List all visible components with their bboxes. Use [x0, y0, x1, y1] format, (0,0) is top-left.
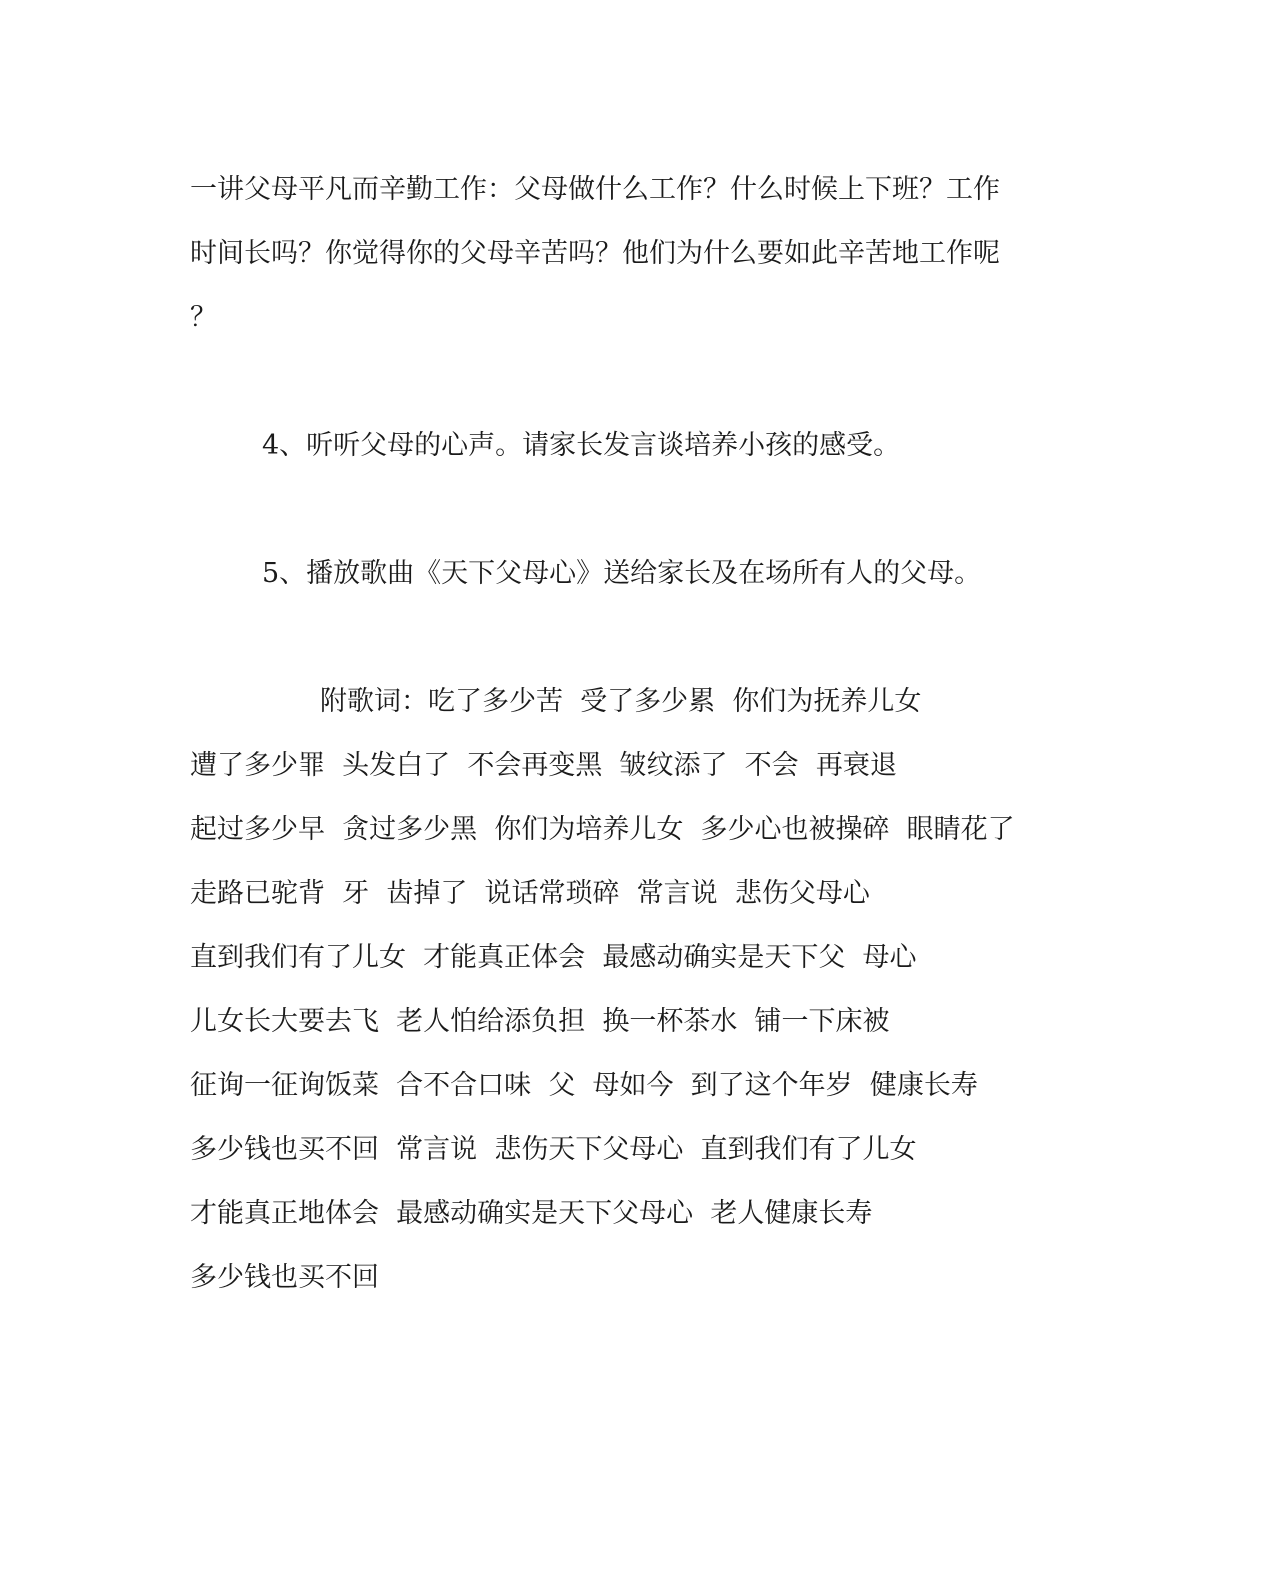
intro-line-2: 时间长吗？你觉得你的父母辛苦吗？他们为什么要如此辛苦地工作呢: [190, 238, 1000, 269]
lyrics-line-7: 多少钱也买不回 常言说 悲伤天下父母心 直到我们有了儿女: [190, 1134, 917, 1165]
lyrics-line-5: 儿女长大要去飞 老人怕给添负担 换一杯茶水 铺一下床被: [190, 1006, 890, 1037]
item-5-text: 5、播放歌曲《天下父母心》送给家长及在场所有人的父母。: [262, 558, 982, 589]
lyrics-line-9: 多少钱也买不回: [190, 1262, 379, 1293]
lyrics-line-2: 起过多少早 贪过多少黑 你们为培养儿女 多少心也被操碎 眼睛花了: [190, 814, 1015, 845]
lyrics-line-6: 征询一征询饭菜 合不合口味 父 母如今 到了这个年岁 健康长寿: [190, 1070, 978, 1101]
lyrics-line-1: 遭了多少罪 头发白了 不会再变黑 皱纹添了 不会 再衰退: [190, 750, 897, 781]
lyrics-line-8: 才能真正地体会 最感动确实是天下父母心 老人健康长寿: [190, 1198, 873, 1229]
item-4-text: 4、听听父母的心声。请家长发言谈培养小孩的感受。: [262, 430, 901, 461]
lyrics-line-3: 走路已驼背 牙 齿掉了 说话常琐碎 常言说 悲伤父母心: [190, 878, 870, 909]
lyrics-lead: 附歌词：吃了多少苦 受了多少累 你们为抚养儿女: [320, 686, 922, 717]
lyrics-line-4: 直到我们有了儿女 才能真正体会 最感动确实是天下父 母心: [190, 942, 917, 973]
intro-line-1: 一讲父母平凡而辛勤工作：父母做什么工作？什么时候上下班？工作: [190, 174, 1000, 205]
intro-line-3: ？: [190, 302, 217, 333]
